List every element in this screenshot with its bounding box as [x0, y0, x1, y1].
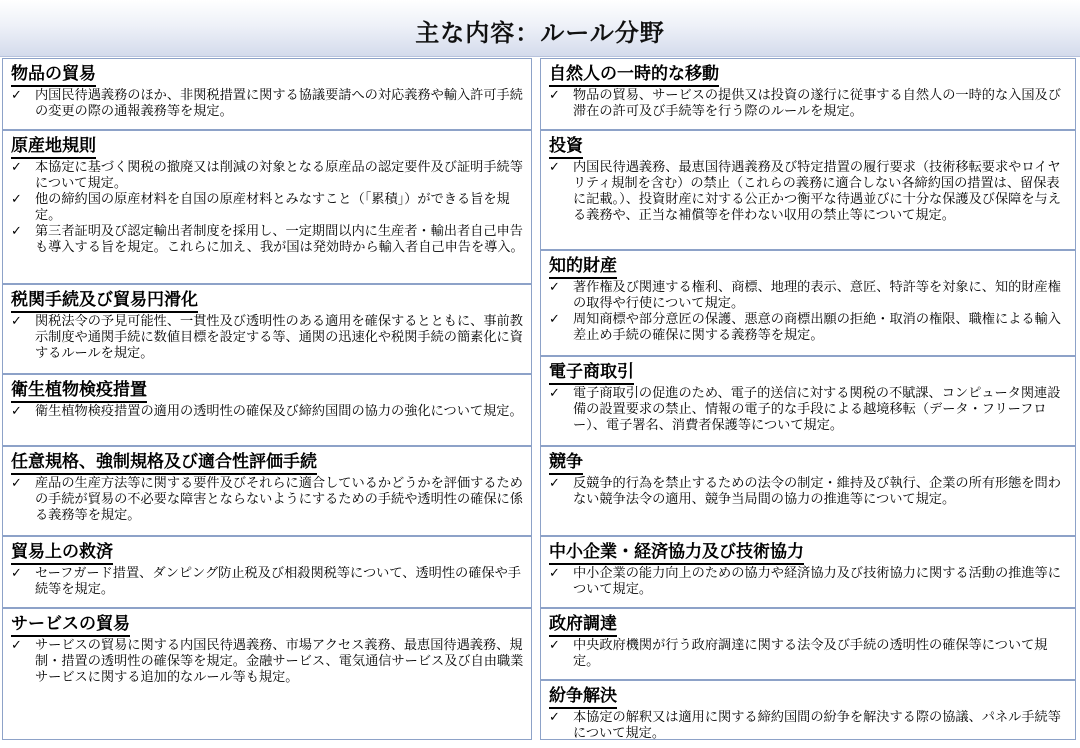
- checkmark-icon: ✓: [11, 88, 22, 103]
- bullet-text: 周知商標や部分意匠の保護、悪意の商標出願の拒絶・取消の権限、職権による輸入差止め手続の確保に関する義務等を規定。: [573, 312, 1061, 343]
- checkmark-icon: ✓: [549, 160, 560, 175]
- checkmark-icon: ✓: [549, 312, 560, 327]
- section-heading: 原産地規則: [11, 135, 96, 159]
- checkmark-icon: ✓: [549, 566, 560, 581]
- bullet-text: 他の締約国の原産材料を自国の原産材料とみなすこと（「累積」）ができる旨を規定。: [35, 192, 510, 223]
- bullet-text: 内国民待遇義務、最恵国待遇義務及び特定措置の履行要求（技術移転要求やロイヤリティ規制を含む）の禁止（これらの義務に適合しない各締約国の措置は、留保表に記載。）、投資財産に対する公正かつ衡平な待遇並びに十分な保護及び保障を与える義務や、正当な補償等を伴わない収用の禁止等について規定。: [573, 160, 1061, 223]
- bullet-item: [547, 280, 1069, 312]
- bullet-list: [547, 160, 1069, 224]
- bullet-list: [547, 280, 1069, 344]
- checkmark-icon: ✓: [549, 280, 560, 295]
- section-heading: 自然人の一時的な移動: [549, 63, 719, 87]
- section-7: [540, 608, 1076, 680]
- bullet-list: [547, 88, 1069, 120]
- checkmark-icon: ✓: [11, 314, 22, 329]
- bullet-list: [9, 314, 525, 362]
- bullet-text: 内国民待遇義務のほか、非関税措置に関する協議要請への対応義務や輸入許可手続の変更の際の通報義務等を規定。: [35, 88, 523, 119]
- bullet-list: [547, 638, 1069, 670]
- section-heading: 電子商取引: [549, 361, 634, 385]
- bullet-list: [9, 160, 525, 256]
- bullet-text: 産品の生産方法等に関する要件及びそれらに適合しているかどうかを評価するための手続が貿易の不必要な障害とならないようにするための手続や透明性の確保に係る義務等を規定。: [35, 476, 523, 523]
- checkmark-icon: ✓: [549, 710, 560, 725]
- checkmark-icon: ✓: [11, 192, 22, 207]
- checkmark-icon: ✓: [549, 88, 560, 103]
- bullet-text: 電子商取引の促進のため、電子的送信に対する関税の不賦課、コンピュータ関連設備の設置要求の禁止、情報の電子的な手段による越境移転（データ・フリーフロー）、電子署名、消費者保護等について規定。: [573, 386, 1061, 433]
- section-heading: 投資: [549, 135, 583, 159]
- section-heading: 税関手続及び貿易円滑化: [11, 289, 198, 313]
- bullet-text: 関税法令の予見可能性、一貫性及び透明性のある適用を確保するとともに、事前教示制度や通関手続に数値目標を設定する等、通関の迅速化や税関手続の簡素化に資するルールを規定。: [35, 314, 523, 361]
- bullet-text: 中小企業の能力向上のための協力や経済協力及び技術協力に関する活動の推進等について規定。: [573, 566, 1061, 597]
- section-heading: 貿易上の救済: [11, 541, 113, 565]
- section-3: [2, 284, 532, 374]
- section-4: [2, 374, 532, 446]
- bullet-item: [9, 224, 525, 256]
- bullet-item: [9, 566, 525, 598]
- section-heading: 物品の貿易: [11, 63, 96, 87]
- checkmark-icon: ✓: [11, 476, 22, 491]
- bullet-text: セーフガード措置、ダンピング防止税及び相殺関税等について、透明性の確保や手続等を規定。: [35, 566, 521, 597]
- bullet-item: [547, 710, 1069, 740]
- bullet-list: [9, 638, 525, 686]
- checkmark-icon: ✓: [11, 224, 22, 239]
- checkmark-icon: ✓: [549, 386, 560, 401]
- title-bar: [0, 0, 1080, 57]
- section-1: [2, 58, 532, 130]
- checkmark-icon: ✓: [11, 160, 22, 175]
- checkmark-icon: ✓: [549, 476, 560, 491]
- bullet-list: [547, 566, 1069, 598]
- bullet-text: 本協定の解釈又は適用に関する締約国間の紛争を解決する際の協議、パネル手続等について規定。: [573, 710, 1061, 740]
- bullet-item: [547, 160, 1069, 224]
- bullet-item: [547, 88, 1069, 120]
- section-7: [2, 608, 532, 740]
- page-title: 主な内容：ルール分野: [415, 19, 665, 47]
- bullet-item: [547, 476, 1069, 508]
- bullet-list: [547, 476, 1069, 508]
- bullet-text: 中央政府機関が行う政府調達に関する法令及び手続の透明性の確保等について規定。: [573, 638, 1048, 669]
- bullet-item: [547, 566, 1069, 598]
- section-heading: 任意規格、強制規格及び適合性評価手続: [11, 451, 317, 475]
- bullet-item: [9, 192, 525, 224]
- bullet-item: [547, 312, 1069, 344]
- bullet-list: [547, 710, 1069, 740]
- section-heading: 知的財産: [549, 255, 617, 279]
- section-4: [540, 356, 1076, 446]
- bullet-item: [9, 404, 525, 420]
- bullet-text: 本協定に基づく関税の撤廃又は削減の対象となる原産品の認定要件及び証明手続等について規定。: [35, 160, 523, 191]
- section-heading: 競争: [549, 451, 583, 475]
- bullet-item: [9, 160, 525, 192]
- section-2: [2, 130, 532, 284]
- section-1: [540, 58, 1076, 130]
- bullet-item: [547, 386, 1069, 434]
- bullet-text: 著作権及び関連する権利、商標、地理的表示、意匠、特許等を対象に、知的財産権の取得や行使について規定。: [573, 280, 1061, 311]
- bullet-list: [9, 404, 525, 420]
- checkmark-icon: ✓: [549, 638, 560, 653]
- bullet-item: [547, 638, 1069, 670]
- section-3: [540, 250, 1076, 356]
- bullet-item: [9, 476, 525, 524]
- checkmark-icon: ✓: [11, 566, 22, 581]
- bullet-list: [547, 386, 1069, 434]
- bullet-text: サービスの貿易に関する内国民待遇義務、市場アクセス義務、最恵国待遇義務、規制・措置の透明性の確保等を規定。金融サービス、電気通信サービス及び自由職業サービスに関する追加的なルール等も規定。: [35, 638, 524, 685]
- section-6: [2, 536, 532, 608]
- checkmark-icon: ✓: [11, 404, 22, 419]
- bullet-item: [9, 88, 525, 120]
- section-heading: サービスの貿易: [11, 613, 130, 637]
- bullet-text: 反競争的行為を禁止するための法令の制定・維持及び執行、企業の所有形態を問わない競争法令の適用、競争当局間の協力の推進等について規定。: [573, 476, 1061, 507]
- section-heading: 政府調達: [549, 613, 617, 637]
- section-heading: 衛生植物検疫措置: [11, 379, 147, 403]
- bullet-text: 物品の貿易、サービスの提供又は投資の遂行に従事する自然人の一時的な入国及び滞在の許可及び手続等を行う際のルールを規定。: [573, 88, 1061, 119]
- section-8: [540, 680, 1076, 740]
- section-5: [540, 446, 1076, 536]
- bullet-list: [9, 476, 525, 524]
- bullet-item: [9, 314, 525, 362]
- section-heading: 紛争解決: [549, 685, 617, 709]
- bullet-list: [9, 566, 525, 598]
- bullet-text: 衛生植物検疫措置の適用の透明性の確保及び締約国間の協力の強化について規定。: [35, 404, 523, 419]
- bullet-item: [9, 638, 525, 686]
- section-heading: 中小企業・経済協力及び技術協力: [549, 541, 804, 565]
- section-5: [2, 446, 532, 536]
- section-6: [540, 536, 1076, 608]
- bullet-list: [9, 88, 525, 120]
- checkmark-icon: ✓: [11, 638, 22, 653]
- bullet-text: 第三者証明及び認定輸出者制度を採用し、一定期間以内に生産者・輸出者自己申告も導入する旨を規定。これらに加え、我が国は発効時から輸入者自己申告を導入。: [35, 224, 524, 255]
- section-2: [540, 130, 1076, 250]
